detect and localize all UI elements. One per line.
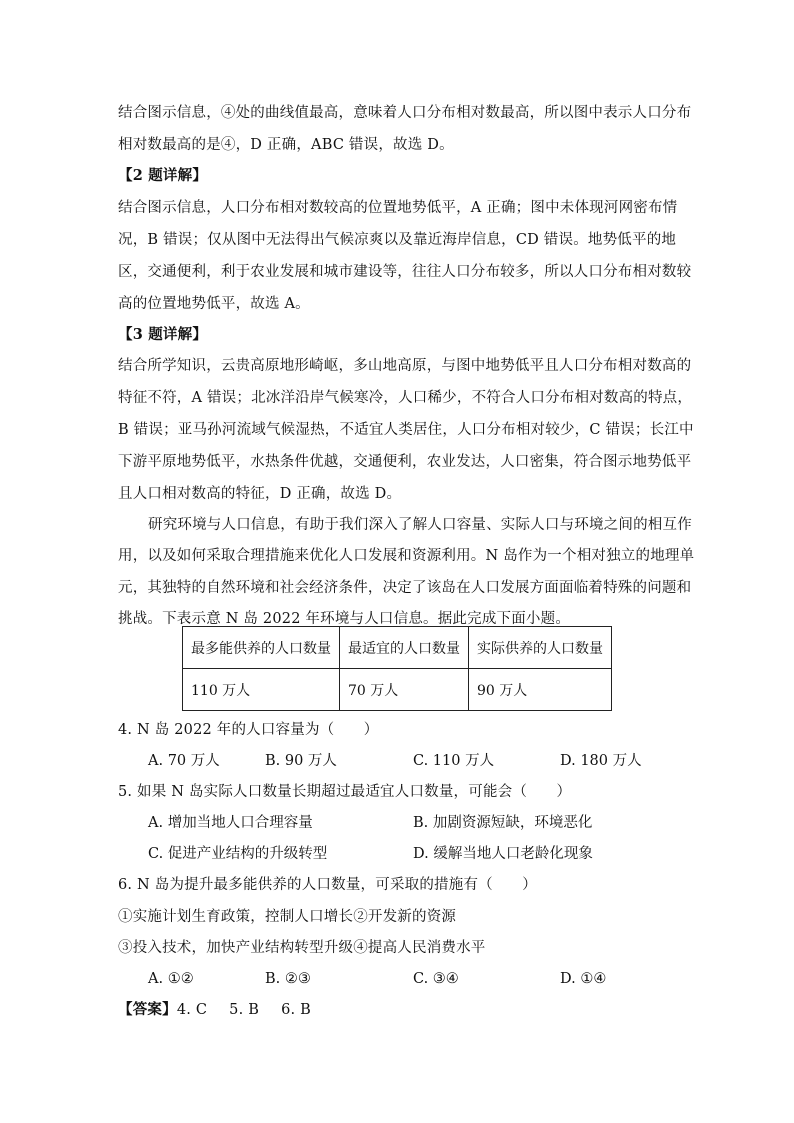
q2-detail-line-3: 区，交通便利，利于农业发展和城市建设等，往往人口分布较多，所以人口分布相对数较 <box>118 264 692 280</box>
q5-option-d[interactable]: D. 缓解当地人口老龄化现象 <box>413 846 593 862</box>
q2-detail-heading: 【2 题详解】 <box>118 167 208 184</box>
table-cell: 90 万人 <box>469 669 612 711</box>
q1-detail-line-2: 相对数最高的是④，D 正确，ABC 错误，故选 D。 <box>118 137 454 153</box>
q6-option-a[interactable]: A. ①② <box>148 971 194 987</box>
q6-stem: 6. N 岛为提升最多能供养的人口数量，可采取的措施有（ ） <box>118 877 537 893</box>
table-row <box>183 669 612 711</box>
answer-line <box>118 1000 311 1020</box>
table-header-cell: 实际供养的人口数量 <box>469 627 612 669</box>
q4-option-b[interactable]: B. 90 万人 <box>265 753 337 769</box>
q6-option-b[interactable]: B. ②③ <box>265 971 311 987</box>
q4-stem: 4. N 岛 2022 年的人口容量为（ ） <box>118 722 379 738</box>
table-header-row <box>183 627 612 669</box>
q4-option-c[interactable]: C. 110 万人 <box>413 753 495 769</box>
answer-label: 【答案】 <box>118 1001 177 1018</box>
q6-items-line-2: ③投入技术，加快产业结构转型升级④提高人民消费水平 <box>118 940 486 956</box>
q5-option-b[interactable]: B. 加剧资源短缺，环境恶化 <box>413 815 593 831</box>
q6-option-c[interactable]: C. ③④ <box>413 971 459 987</box>
q2-detail-line-2: 况，B 错误；仅从图中无法得出气候凉爽以及靠近海岸信息，CD 错误。地势低平的地 <box>118 232 677 248</box>
q4-option-a[interactable]: A. 70 万人 <box>148 753 220 769</box>
q3-detail-line-3: B 错误；亚马孙河流域气候湿热，不适宜人类居住，人口分布相对较少，C 错误；长江中 <box>118 422 694 438</box>
q5-stem: 5. 如果 N 岛实际人口数量长期超过最适宜人口数量，可能会（ ） <box>118 784 572 800</box>
intro-line-2: 用，以及如何采取合理措施来优化人口发展和资源利用。N 岛作为一个相对独立的地理单 <box>118 548 695 564</box>
q3-detail-line-4: 下游平原地势低平，水热条件优越，交通便利，农业发达，人口密集，符合图示地势低平 <box>118 454 692 470</box>
intro-line-3: 元，其独特的自然环境和社会经济条件，决定了该岛在人口发展方面面临着特殊的问题和 <box>118 580 692 596</box>
table-cell: 70 万人 <box>340 669 469 711</box>
q6-items-line-1: ①实施计划生育政策，控制人口增长②开发新的资源 <box>118 909 457 925</box>
q5-option-c[interactable]: C. 促进产业结构的升级转型 <box>148 846 328 862</box>
table-cell: 110 万人 <box>183 669 340 711</box>
answer-4: 4. C <box>176 1002 208 1018</box>
population-info-table <box>182 626 612 711</box>
q4-option-d[interactable]: D. 180 万人 <box>560 753 642 769</box>
table-header-cell: 最适宜的人口数量 <box>340 627 469 669</box>
answer-5: 5. B <box>229 1002 260 1018</box>
q3-detail-line-2: 特征不符，A 错误；北冰洋沿岸气候寒冷，人口稀少，不符合人口分布相对数高的特点， <box>118 390 693 406</box>
q1-detail-line-1: 结合图示信息，④处的曲线值最高，意味着人口分布相对数最高，所以图中表示人口分布 <box>118 105 692 121</box>
intro-line-4: 挑战。下表示意 N 岛 2022 年环境与人口信息。据此完成下面小题。 <box>118 611 571 627</box>
table-header-cell: 最多能供养的人口数量 <box>183 627 340 669</box>
q2-detail-line-4: 高的位置地势低平，故选 A。 <box>118 296 310 312</box>
q5-option-a[interactable]: A. 增加当地人口合理容量 <box>148 815 313 831</box>
q6-option-d[interactable]: D. ①④ <box>560 971 607 987</box>
intro-line-1: 研究环境与人口信息，有助于我们深入了解人口容量、实际人口与环境之间的相互作 <box>148 517 692 533</box>
q3-detail-line-5: 且人口相对数高的特征，D 正确，故选 D。 <box>118 486 402 502</box>
q2-detail-line-1: 结合图示信息，人口分布相对数较高的位置地势低平，A 正确；图中未体现河网密布情 <box>118 200 678 216</box>
q3-detail-heading: 【3 题详解】 <box>118 326 208 343</box>
answer-6: 6. B <box>281 1002 311 1018</box>
q3-detail-line-1: 结合所学知识，云贵高原地形崎岖，多山地高原，与图中地势低平且人口分布相对数高的 <box>118 358 692 374</box>
